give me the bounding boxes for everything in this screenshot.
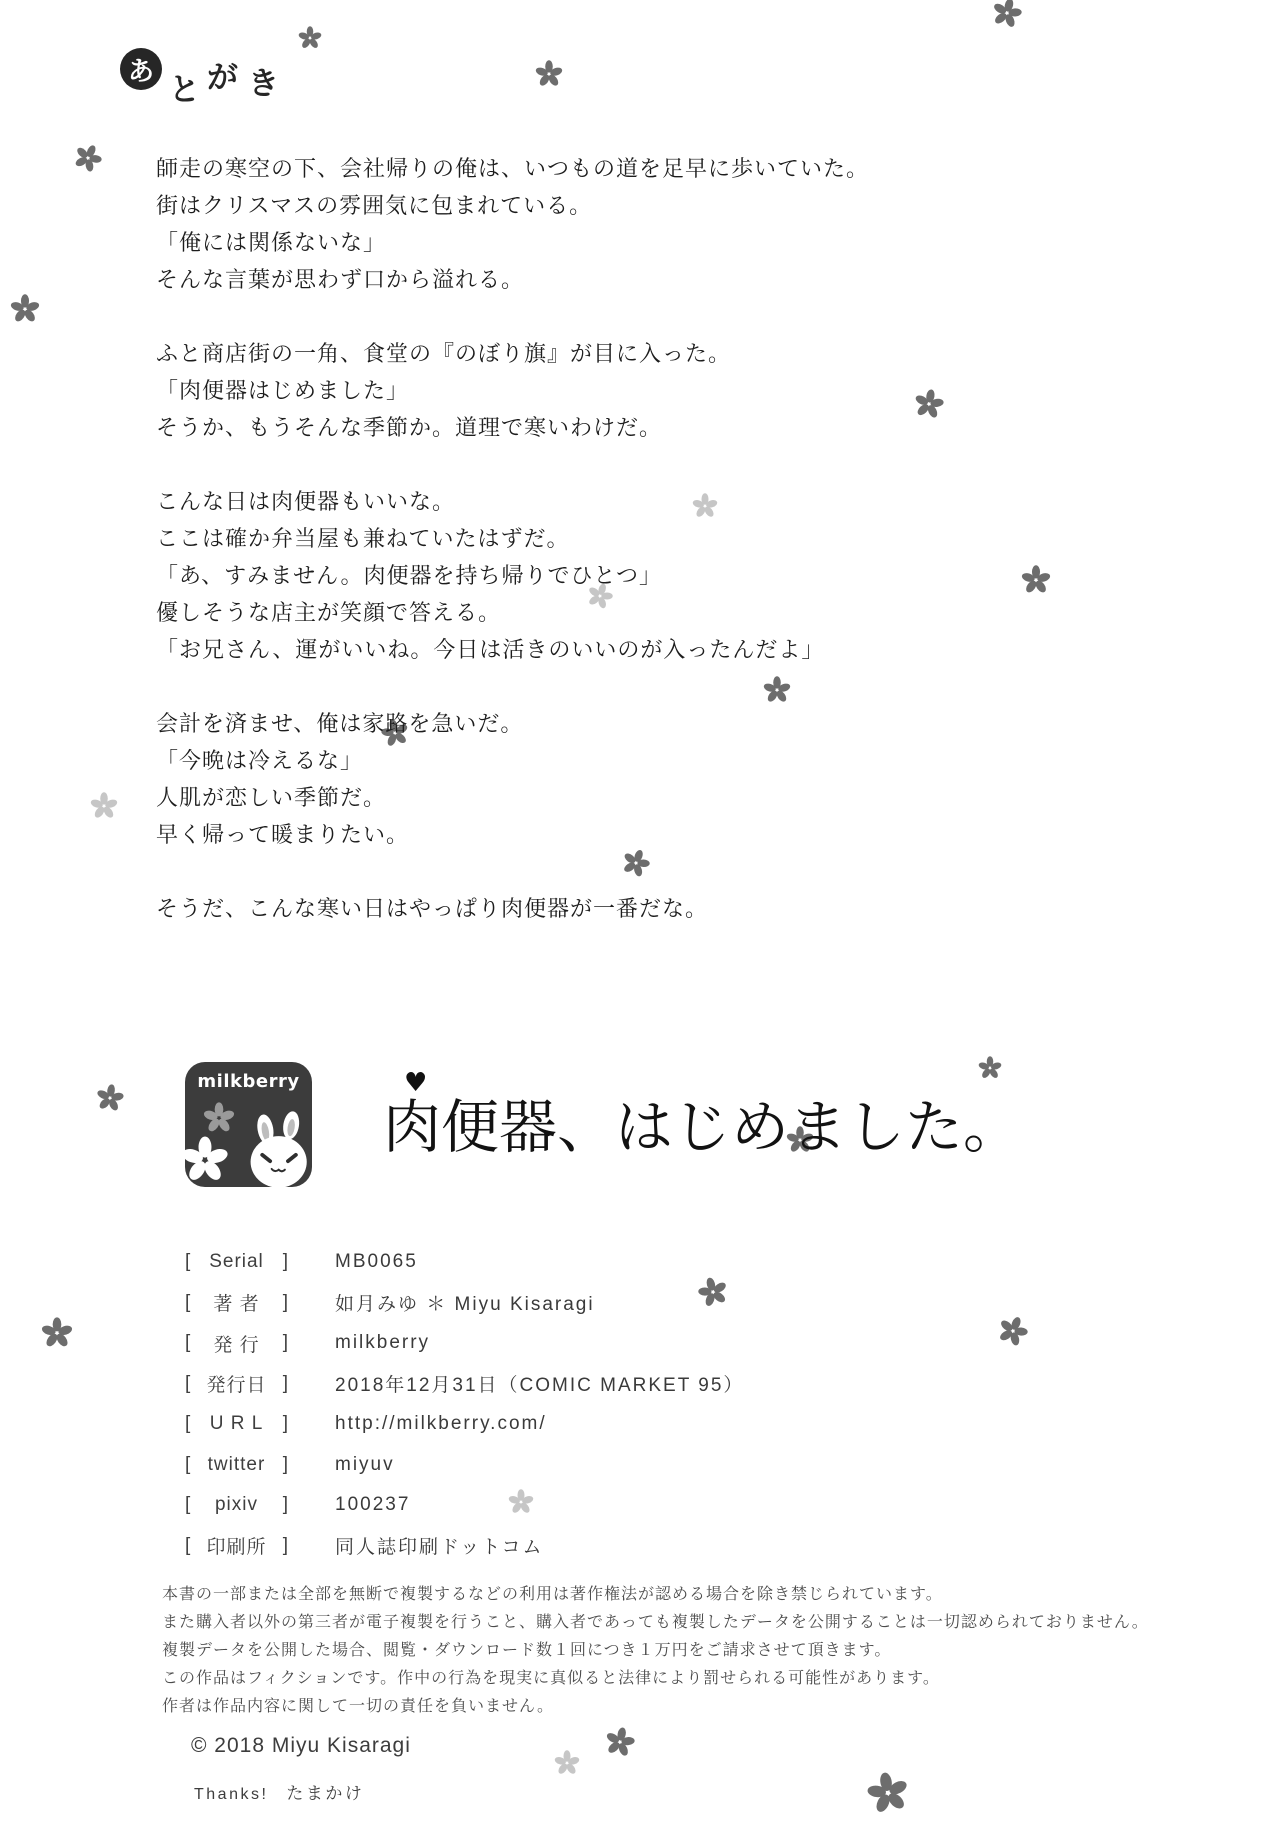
flower-decoration-icon [10, 294, 40, 324]
bracket: ] [282, 1494, 288, 1516]
colophon-label: [ pixiv ] [185, 1494, 288, 1516]
colophon-value: MB0065 [335, 1251, 418, 1273]
colophon-label: [ 発 行 ] [185, 1332, 288, 1356]
rabbit-icon [242, 1109, 320, 1193]
story-line: 「俺には関係ないな」 [156, 230, 387, 255]
flower-decoration-icon [993, 1311, 1032, 1350]
colophon-row [185, 1485, 744, 1526]
story-paragraph [156, 890, 1136, 927]
flower-icon [203, 1102, 235, 1134]
colophon-row [185, 1323, 744, 1364]
bracket: ] [282, 1251, 288, 1273]
colophon-value: 2018年12月31日（COMIC MARKET 95） [335, 1375, 745, 1397]
story-line: 「肉便器はじめました」 [156, 378, 410, 403]
story-line: 人肌が恋しい季節だ。 [156, 785, 387, 810]
story-line: そうか、もうそんな季節か。道理で寒いわけだ。 [156, 415, 663, 440]
bracket: [ [185, 1534, 191, 1556]
story-line: ふと商店街の一角、食堂の『のぼり旗』が目に入った。 [156, 341, 732, 366]
flower-decoration-icon [989, 0, 1025, 31]
story-line: 会計を済ませ、俺は家路を急いだ。 [156, 711, 524, 736]
colophon-value: 100237 [335, 1494, 411, 1516]
flower-decoration-icon [978, 1056, 1002, 1080]
colophon [185, 1242, 744, 1566]
milkberry-logo [185, 1062, 312, 1187]
colophon-label: [ 発行日 ] [185, 1372, 288, 1397]
legal-line: この作品はフィクションです。作中の行為を現実に真似ると法律により罰せられる可能性があります。 [162, 1670, 940, 1687]
bracket: [ [185, 1332, 191, 1354]
story-line: 師走の寒空の下、会社帰りの俺は、いつもの道を足早に歩いていた。 [156, 156, 870, 181]
legal-notice [162, 1581, 1149, 1721]
colophon-value: miyuv [335, 1453, 395, 1475]
story-paragraph [156, 483, 1136, 668]
legal-line: また購入者以外の第三者が電子複製を行うこと、購入者であっても複製したデータを公開することは一切認められておりません。 [162, 1614, 1149, 1631]
heading-char: き [248, 66, 279, 101]
story-line: 「今晩は冷えるな」 [156, 748, 364, 773]
colophon-row [185, 1364, 744, 1405]
colophon-row [185, 1445, 744, 1486]
logo-wordmark: milkberry [197, 1071, 300, 1092]
colophon-value: milkberry [335, 1332, 431, 1354]
bracket: [ [185, 1453, 191, 1475]
afterword-story [156, 150, 1136, 964]
flower-icon [181, 1136, 229, 1184]
heart-icon: ♥ [404, 1068, 428, 1098]
heading-char: と [169, 72, 200, 107]
heading-char-badge: あ [120, 48, 162, 90]
story-line: 早く帰って暖まりたい。 [156, 822, 410, 847]
story-line: こんな日は肉便器もいいな。 [156, 489, 456, 514]
story-line: 「お兄さん、運がいいね。今日は活きのいいのが入ったんだよ」 [156, 637, 825, 662]
bracket: [ [185, 1291, 191, 1313]
colophon-row [185, 1283, 744, 1324]
flower-decoration-icon [554, 1750, 580, 1776]
bracket: [ [185, 1413, 191, 1435]
thanks-label: Thanks! [194, 1786, 269, 1803]
bracket: [ [185, 1494, 191, 1516]
bracket: ] [282, 1534, 288, 1556]
story-line: 街はクリスマスの雰囲気に包まれている。 [156, 193, 593, 218]
colophon-label: [ 印刷所 ] [185, 1534, 288, 1559]
book-title [383, 1068, 1022, 1164]
story-paragraph [156, 150, 1136, 298]
bracket: [ [185, 1372, 191, 1394]
legal-line: 作者は作品内容に関して一切の責任を負いません。 [162, 1698, 554, 1715]
colophon-value: http://milkberry.com/ [335, 1413, 547, 1435]
bracket: ] [282, 1453, 288, 1475]
flower-decoration-icon [864, 1769, 913, 1818]
flower-decoration-icon [41, 1317, 73, 1349]
legal-line: 複製データを公開した場合、閲覧・ダウンロード数１回につき１万円をご請求させて頂きます。 [162, 1642, 892, 1659]
bracket: [ [185, 1251, 191, 1273]
story-line: 「あ、すみません。肉便器を持ち帰りでひとつ」 [156, 563, 663, 588]
colophon-label: [ U R L ] [185, 1413, 288, 1435]
story-line: そうだ、こんな寒い日はやっぱり肉便器が一番だな。 [156, 896, 709, 921]
heading-char: が [207, 60, 238, 95]
bracket: ] [282, 1372, 288, 1394]
thanks-line [194, 1779, 364, 1804]
copyright-line: © 2018 Miyu Kisaragi [191, 1734, 411, 1757]
colophon-label: [ twitter ] [185, 1453, 288, 1475]
colophon-row [185, 1404, 744, 1445]
flower-decoration-icon [535, 60, 563, 88]
flower-decoration-icon [298, 26, 322, 50]
story-line: ここは確か弁当屋も兼ねていたはずだ。 [156, 526, 570, 551]
colophon-value: 如月みゆ ＊ Miyu Kisaragi [335, 1294, 595, 1316]
story-paragraph [156, 335, 1136, 446]
colophon-row [185, 1526, 744, 1567]
flower-decoration-icon [69, 139, 106, 176]
story-line: 優しそうな店主が笑顔で答える。 [156, 600, 502, 625]
bracket: ] [282, 1413, 288, 1435]
afterword-heading [120, 48, 279, 107]
colophon-row [185, 1242, 744, 1283]
colophon-label: [ 著 者 ] [185, 1291, 288, 1316]
legal-line: 本書の一部または全部を無断で複製するなどの利用は著作権法が認める場合を除き禁じられています。 [162, 1586, 943, 1603]
flower-decoration-icon [94, 1082, 126, 1114]
story-paragraph [156, 705, 1136, 853]
flower-decoration-icon [90, 792, 118, 820]
colophon-value: 同人誌印刷ドットコム [335, 1537, 544, 1559]
story-line: そんな言葉が思わず口から溢れる。 [156, 267, 525, 292]
flower-decoration-icon [602, 1724, 638, 1760]
bracket: ] [282, 1291, 288, 1313]
book-title-text: 肉便器、はじめました。 [383, 1095, 1022, 1160]
colophon-label: [ Serial ] [185, 1251, 288, 1273]
thanks-value: たまかけ [286, 1784, 365, 1803]
bracket: ] [282, 1332, 288, 1354]
